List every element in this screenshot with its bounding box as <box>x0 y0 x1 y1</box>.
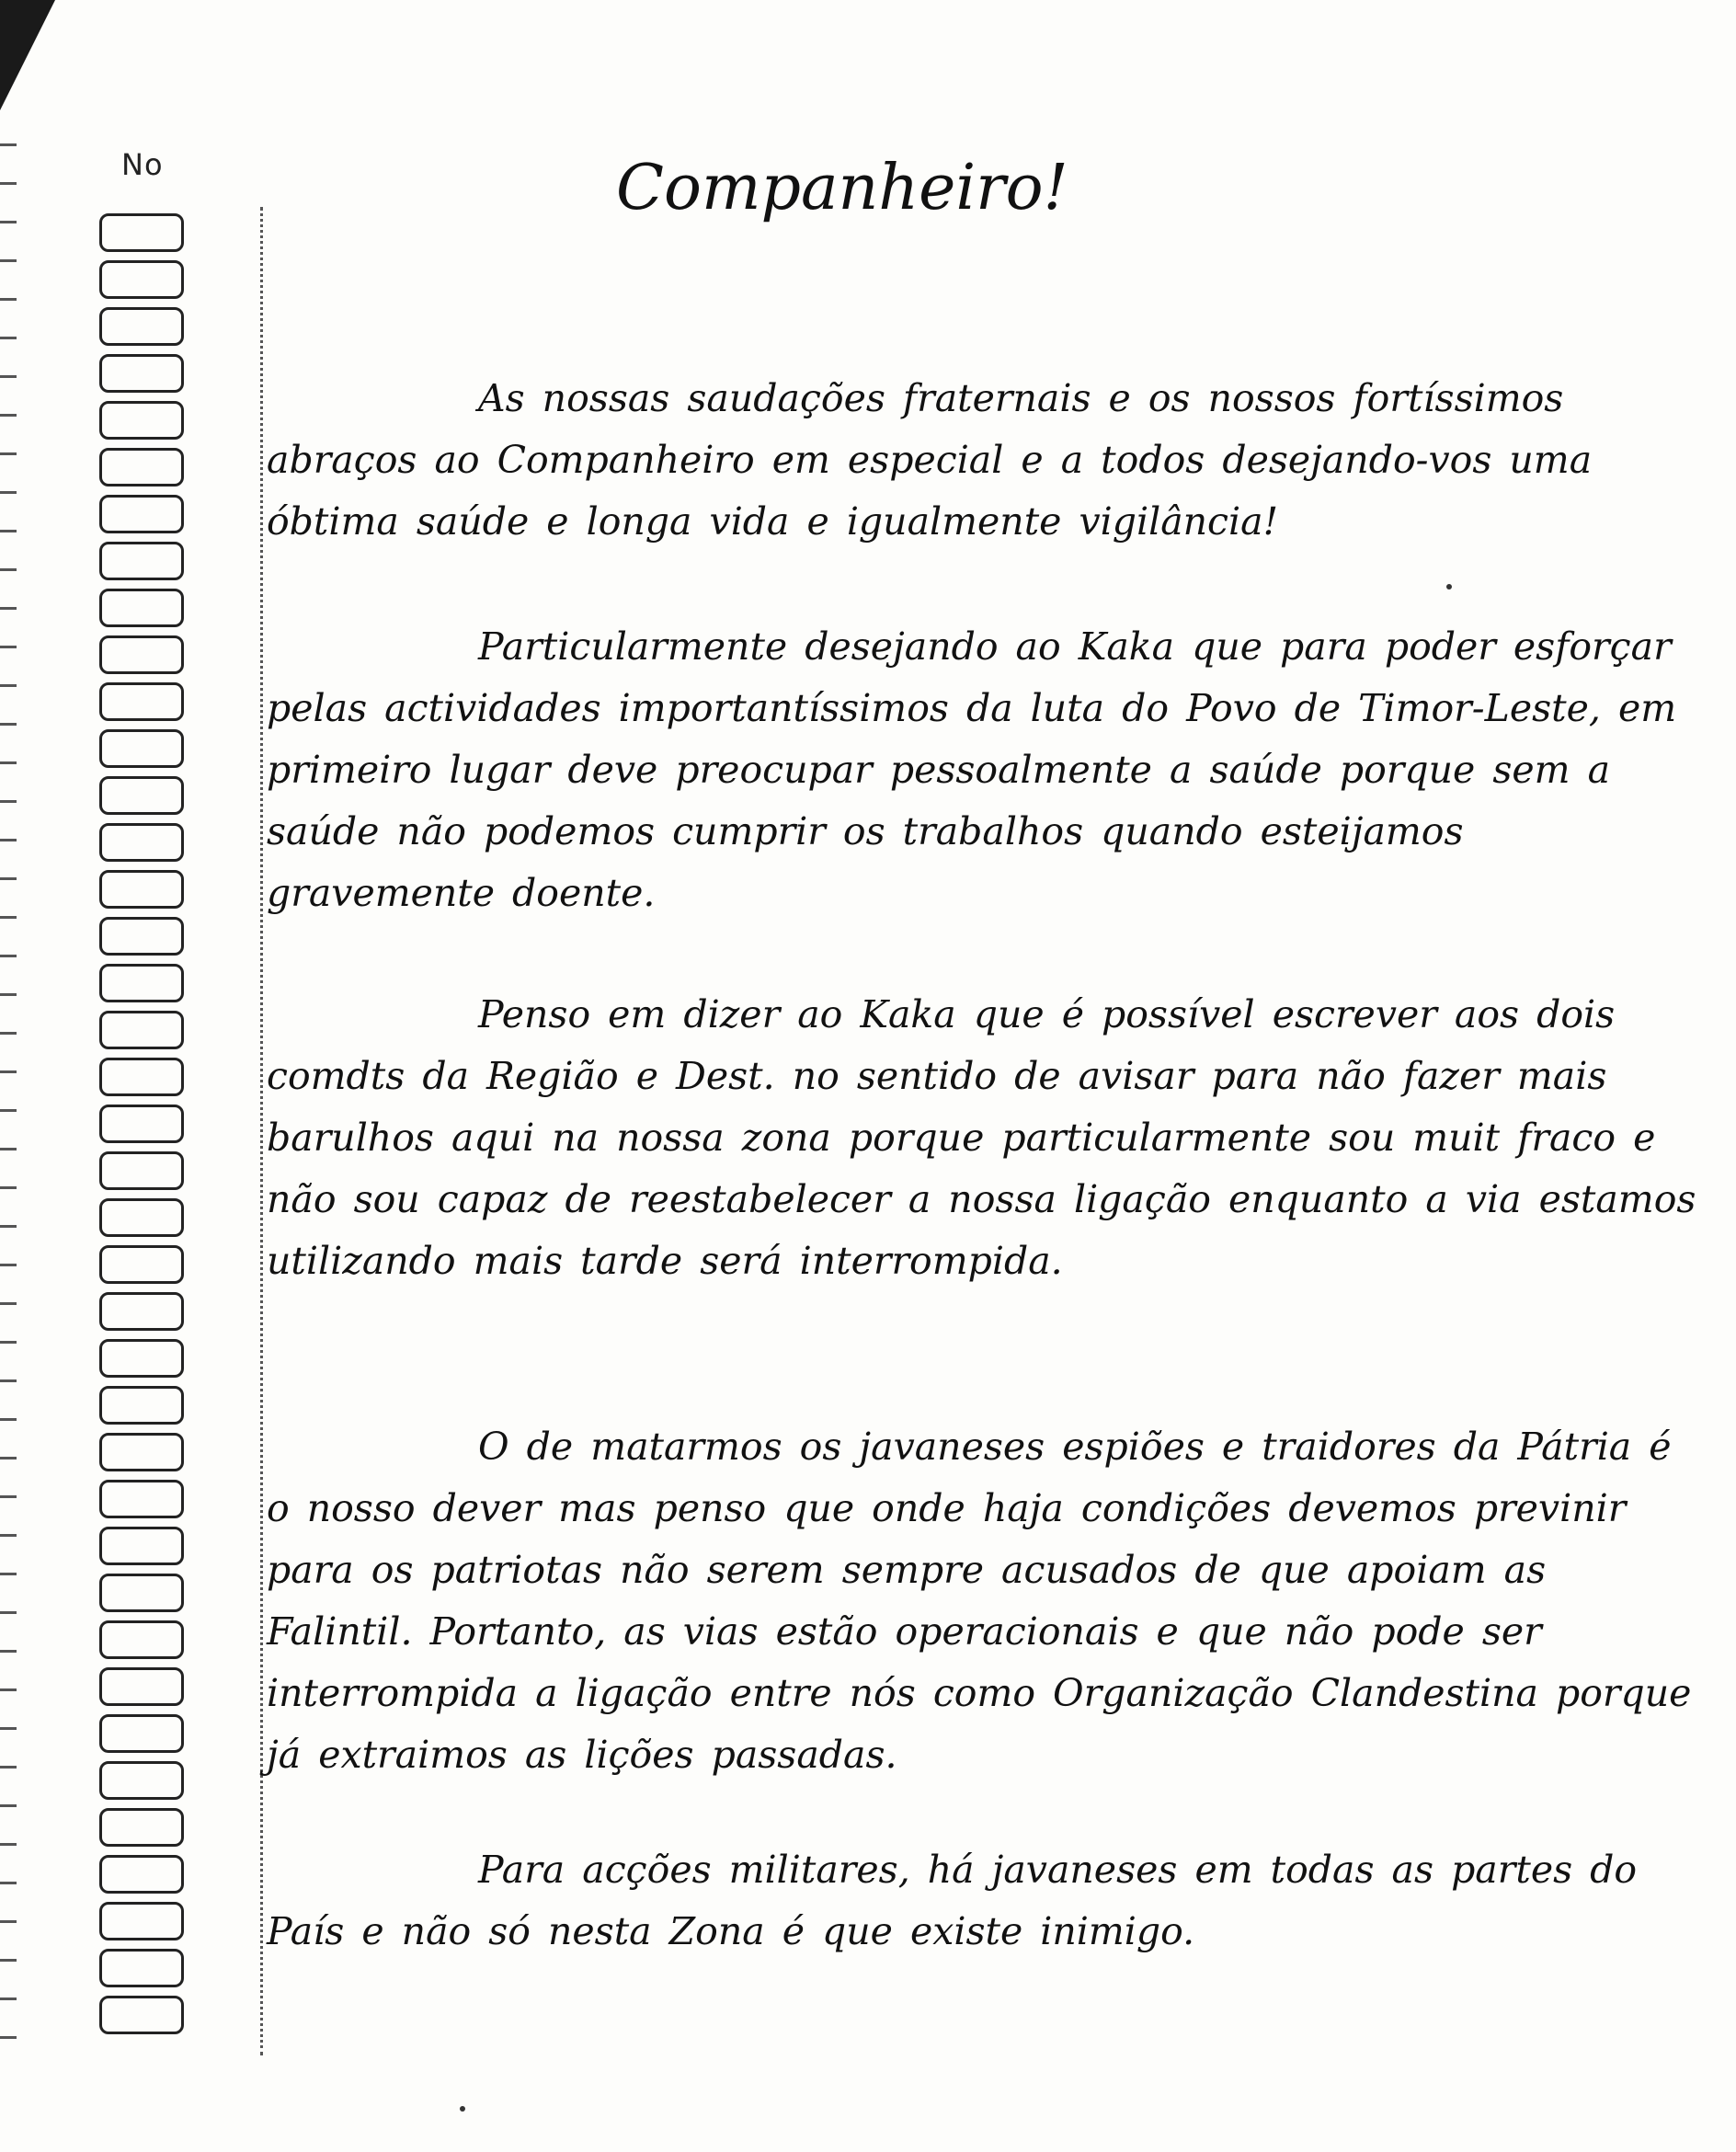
letter-greeting: Companheiro! <box>616 152 1068 224</box>
number-box <box>99 1996 184 2034</box>
number-box <box>99 964 184 1002</box>
number-box <box>99 1198 184 1237</box>
number-box <box>99 1714 184 1753</box>
ink-dot <box>460 2106 465 2112</box>
number-box <box>99 1808 184 1847</box>
number-box <box>99 635 184 674</box>
perforated-edge <box>0 120 17 2069</box>
number-box <box>99 917 184 956</box>
number-box <box>99 1667 184 1706</box>
number-box <box>99 213 184 252</box>
number-box <box>99 870 184 909</box>
number-box <box>99 1339 184 1378</box>
number-box <box>99 1620 184 1659</box>
number-box <box>99 1761 184 1800</box>
number-box <box>99 1386 184 1425</box>
letter-paragraph: Penso em dizer ao Kaka que é possível escrever aos dois comdts da Região e Dest. no sentido de avisar para não fazer mais barulhos aqui na nossa zona porque particularmente sou muit fraco e não sou capaz de reestabelecer a nossa ligação enquanto a via estamos utilizando mais tarde será interrompida. <box>267 992 1696 1283</box>
number-box <box>99 729 184 768</box>
ink-dot <box>1446 584 1452 590</box>
number-box <box>99 823 184 862</box>
letter-paragraph: As nossas saudações fraternais e os nossos fortíssimos abraços ao Companheiro em especial e a todos desejando-vos uma óbtima saúde e longa vida e igualmente vigilância! <box>267 376 1593 544</box>
number-box <box>99 307 184 346</box>
number-label: No <box>121 147 164 182</box>
number-box <box>99 1574 184 1612</box>
number-box <box>99 682 184 721</box>
number-box <box>99 1245 184 1284</box>
number-box <box>99 542 184 580</box>
number-box <box>99 448 184 486</box>
number-box <box>99 1292 184 1331</box>
number-box <box>99 1949 184 1987</box>
number-boxes <box>99 213 188 2043</box>
letter-paragraph: O de matarmos os javaneses espiões e traidores da Pátria é o nosso dever mas penso que onde haja condições devemos previnir para os patriotas não serem sempre acusados de que apoiam as Falintil. Portanto, as vias estão operacionais e que não pode ser interrompida a ligação entre nós como Organização Clandestina porque já extraimos as lições passadas. <box>267 1425 1692 1777</box>
letter-paragraph: Particularmente desejando ao Kaka que para poder esforçar pelas actividades importantíssimos da luta do Povo de Timor-Leste, em primeiro lugar deve preocupar pessoalmente a saúde porque sem a saúde não podemos cumprir os trabalhos quando esteijamos gravemente doente. <box>267 624 1677 915</box>
number-box <box>99 776 184 815</box>
number-box <box>99 1855 184 1894</box>
number-box <box>99 1105 184 1143</box>
number-box <box>99 1151 184 1190</box>
margin-rule <box>260 207 263 2055</box>
number-box <box>99 1527 184 1565</box>
torn-corner <box>0 0 55 110</box>
number-box <box>99 1433 184 1471</box>
number-box <box>99 1902 184 1940</box>
number-box <box>99 1011 184 1049</box>
number-box <box>99 1480 184 1518</box>
number-box <box>99 1058 184 1096</box>
letter-paragraph: Para acções militares, há javaneses em todas as partes do País e não só nesta Zona é que existe inimigo. <box>267 1848 1638 1953</box>
number-box <box>99 401 184 440</box>
number-box <box>99 354 184 393</box>
number-box <box>99 589 184 627</box>
number-box <box>99 495 184 533</box>
number-box <box>99 260 184 299</box>
